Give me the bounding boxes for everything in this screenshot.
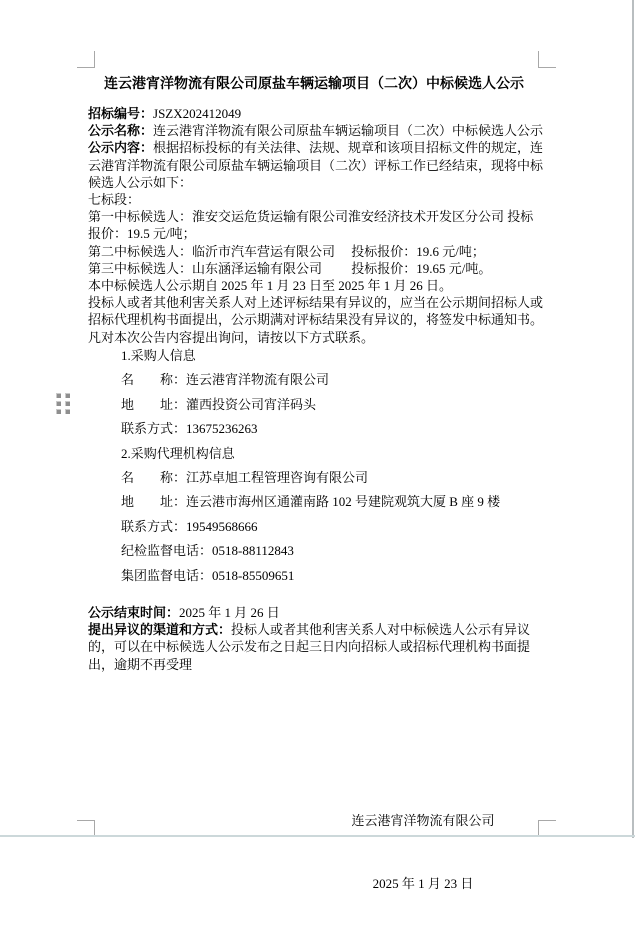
text-line: 地 址：灌西投资公司宵洋码头 xyxy=(121,396,317,412)
text-line: 1.采购人信息 xyxy=(121,348,196,363)
text-line: 集团监督电话：0518-85509651 xyxy=(121,567,295,583)
text-boundary-mark-top-left xyxy=(94,51,95,68)
text-line: 第二中标候选人：临沂市汽车营运有限公司 投标报价：19.6 元/吨； xyxy=(88,243,485,259)
text-line: 候选人公示如下： xyxy=(88,174,193,190)
text-line: 公示名称：连云港宵洋物流有限公司原盐车辆运输项目（二次）中标候选人公示 xyxy=(88,123,544,139)
text-boundary-mark-top-right xyxy=(538,67,556,68)
signature-block xyxy=(338,768,508,936)
text-line: 第一中标候选人：淮安交运危货运输有限公司淮安经济技术开发区分公司 投标 xyxy=(88,209,534,225)
text-line: 提出异议的渠道和方式：投标人或者其他利害关系人对中标候选人公示有异议 xyxy=(88,622,531,638)
page-bottom-edge xyxy=(0,835,635,837)
closing-paragraph xyxy=(88,604,530,673)
text-line: 云港宵洋物流有限公司原盐车辆运输项目（二次）评标工作已经结束，现将中标 xyxy=(88,157,544,173)
text-boundary-mark-bottom-left xyxy=(77,820,95,821)
text-line: 七标段： xyxy=(88,192,141,208)
drag-handle-dot xyxy=(65,393,70,398)
text-line: 纪检监督电话：0518-88112843 xyxy=(121,543,294,559)
drag-handle-icon[interactable] xyxy=(56,393,70,414)
page-right-edge xyxy=(632,0,634,838)
drag-handle-dot xyxy=(56,401,61,406)
text-line: 公示内容：根据招标投标的有关法律、法规、规章和该项目招标文件的规定，连 xyxy=(88,140,544,156)
text-line: 招标代理机构书面提出，公示期满对评标结果没有异议的，将签发中标通知书。 xyxy=(88,312,544,328)
signature-date: 2025 年 1 月 23 日 xyxy=(372,876,474,891)
contact-info-section xyxy=(121,344,500,588)
text-line: 出，逾期不再受理 xyxy=(88,656,193,672)
drag-handle-dot xyxy=(56,393,61,398)
text-line: 联系方式：13675236263 xyxy=(121,421,258,437)
text-line: 联系方式：19549568666 xyxy=(121,518,258,534)
text-boundary-mark-bottom-right xyxy=(538,820,556,821)
text-line: 投标人或者其他利害关系人对上述评标结果有异议的，应当在公示期间招标人或 xyxy=(88,295,544,311)
text-line: 公示结束时间：2025 年 1 月 26 日 xyxy=(88,605,280,620)
text-line: 名 称：江苏卓旭工程管理咨询有限公司 xyxy=(121,470,369,486)
text-line: 凡对本次公告内容提出询问，请按以下方式联系。 xyxy=(88,329,375,345)
text-line: 报价：19.5 元/吨； xyxy=(88,226,196,242)
text-line: 第三中标候选人：山东涵泽运输有限公司 投标报价：19.65 元/吨。 xyxy=(88,260,492,276)
text-line: 的，可以在中标候选人公示发布之日起三日内向招标人或招标代理机构书面提 xyxy=(88,639,531,655)
text-line: 名 称：连云港宵洋物流有限公司 xyxy=(121,372,330,388)
drag-handle-dot xyxy=(65,409,70,414)
text-boundary-mark-top-left xyxy=(77,67,95,68)
text-line: 2.采购代理机构信息 xyxy=(121,445,235,461)
document-title: 连云港宵洋物流有限公司原盐车辆运输项目（二次）中标候选人公示 xyxy=(104,77,524,92)
text-line: 地 址：连云港市海州区通灌南路 102 号建院观筑大厦 B 座 9 楼 xyxy=(121,494,501,510)
text-line: 本中标候选人公示期自 2025 年 1 月 23 日至 2025 年 1 月 26 日。 xyxy=(88,278,453,294)
intro-paragraph xyxy=(88,105,543,346)
drag-handle-dot xyxy=(65,401,70,406)
text-line: 招标编号：JSZX202412049 xyxy=(88,106,242,121)
signature-company: 连云港宵洋物流有限公司 xyxy=(351,813,495,828)
drag-handle-dot xyxy=(56,409,61,414)
text-boundary-mark-top-right xyxy=(538,51,539,68)
